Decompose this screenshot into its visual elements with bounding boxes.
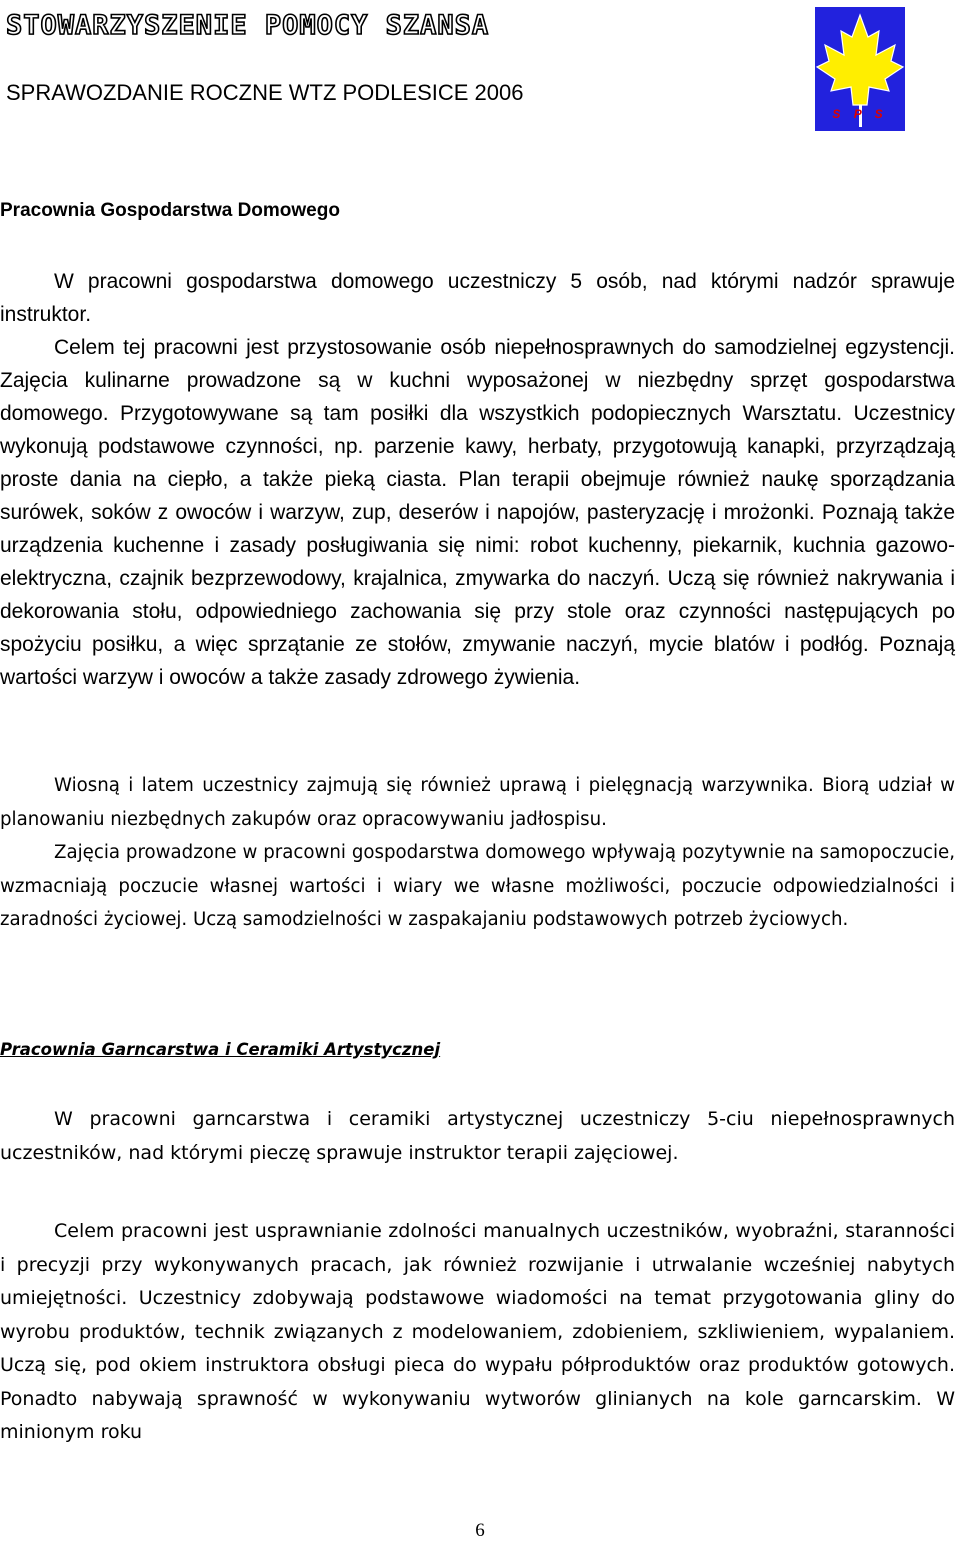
organization-name: STOWARZYSZENIE POMOCY SZANSA <box>6 10 490 41</box>
paragraph-household-4: Zajęcia prowadzone w pracowni gospodarstwa domowego wpływają pozytywnie na samopoczucie, wzmacniają poczucie własnej wartości i wiary we własne możliwości, poczucie odpowiedzialności i zaradności życiowej. Uczą samodzielności w zaspakajaniu podstawowych potrzeb życiowych. <box>0 842 955 930</box>
paragraph-pottery-1: W pracowni garncarstwa i ceramiki artystycznej uczestniczy 5-ciu niepełnosprawnych uczestników, nad którymi pieczę sprawuje instruktor terapii zajęciowej. <box>0 1108 955 1164</box>
page-number: 6 <box>475 1520 485 1541</box>
paragraph-household-2: Celem tej pracowni jest przystosowanie osób niepełnosprawnych do samodzielnej egzystencji. Zajęcia kulinarne prowadzone są w kuchni wyposażonej w niezbędny sprzęt gospodarstwa domowego. Przygotowywane są tam posiłki dla wszystkich podopiecznych Warsztatu. Uczestnicy wykonują podstawowe czynności, np. parzenie kawy, herbaty, przygotowują kanapki, przyrządzają proste dania na ciepło, a także pieką ciasta. Plan terapii obejmuje również naukę sporządzania surówek, soków z owoców i warzyw, zup, deserów i napojów, pasteryzację i mrożonki. Poznają także urządzenia kuchenne i zasady posługiwania się nimi: robot kuchenny, piekarnik, kuchnia gazowo-elektryczna, czajnik bezprzewodowy, krajalnica, zmywarka do naczyń. Uczą się również nakrywania i dekorowania stołu, odpowiedniego zachowania się przy stole oraz czynności następujących po spożyciu posiłku, a więc sprzątanie ze stołów, zmywanie naczyń, mycie blatów i podłóg. Poznają wartości warzyw i owoców a także zasady zdrowego żywienia. <box>0 336 955 689</box>
maple-leaf-logo-icon <box>815 7 905 131</box>
paragraph-household-1: W pracowni gospodarstwa domowego uczestniczy 5 osób, nad którymi nadzór sprawuje instruktor. <box>0 270 955 326</box>
paragraph-household-3: Wiosną i latem uczestnicy zajmują się również uprawą i pielęgnacją warzywnika. Biorą udział w planowaniu niezbędnych zakupów oraz opracowywaniu jadłospisu. <box>0 775 955 830</box>
section-heading-household: Pracownia Gospodarstwa Domowego <box>0 200 340 221</box>
report-title: SPRAWOZDANIE ROCZNE WTZ PODLESICE 2006 <box>6 80 524 105</box>
logo-letters: S P S <box>832 107 888 121</box>
paragraph-pottery-2: Celem pracowni jest usprawnianie zdolności manualnych uczestników, wyobraźni, staranności i precyzji przy wykonywanych pracach, jak również rozwijanie i utrwalanie wcześniej nabytych umiejętności. Uczestnicy zdobywają podstawowe wiadomości na temat przygotowania gliny do wyrobu produktów, technik związanych z modelowaniem, zdobieniem, szkliwieniem, wypalaniem. Uczą się, pod okiem instruktora obsługi pieca do wypału półproduktów oraz produktów gotowych. Ponadto nabywają sprawność w wykonywaniu wytworów glinianych na kole garncarskim. W minionym roku <box>0 1220 955 1443</box>
section-heading-pottery: Pracownia Garncarstwa i Ceramiki Artystycznej <box>0 1040 441 1059</box>
